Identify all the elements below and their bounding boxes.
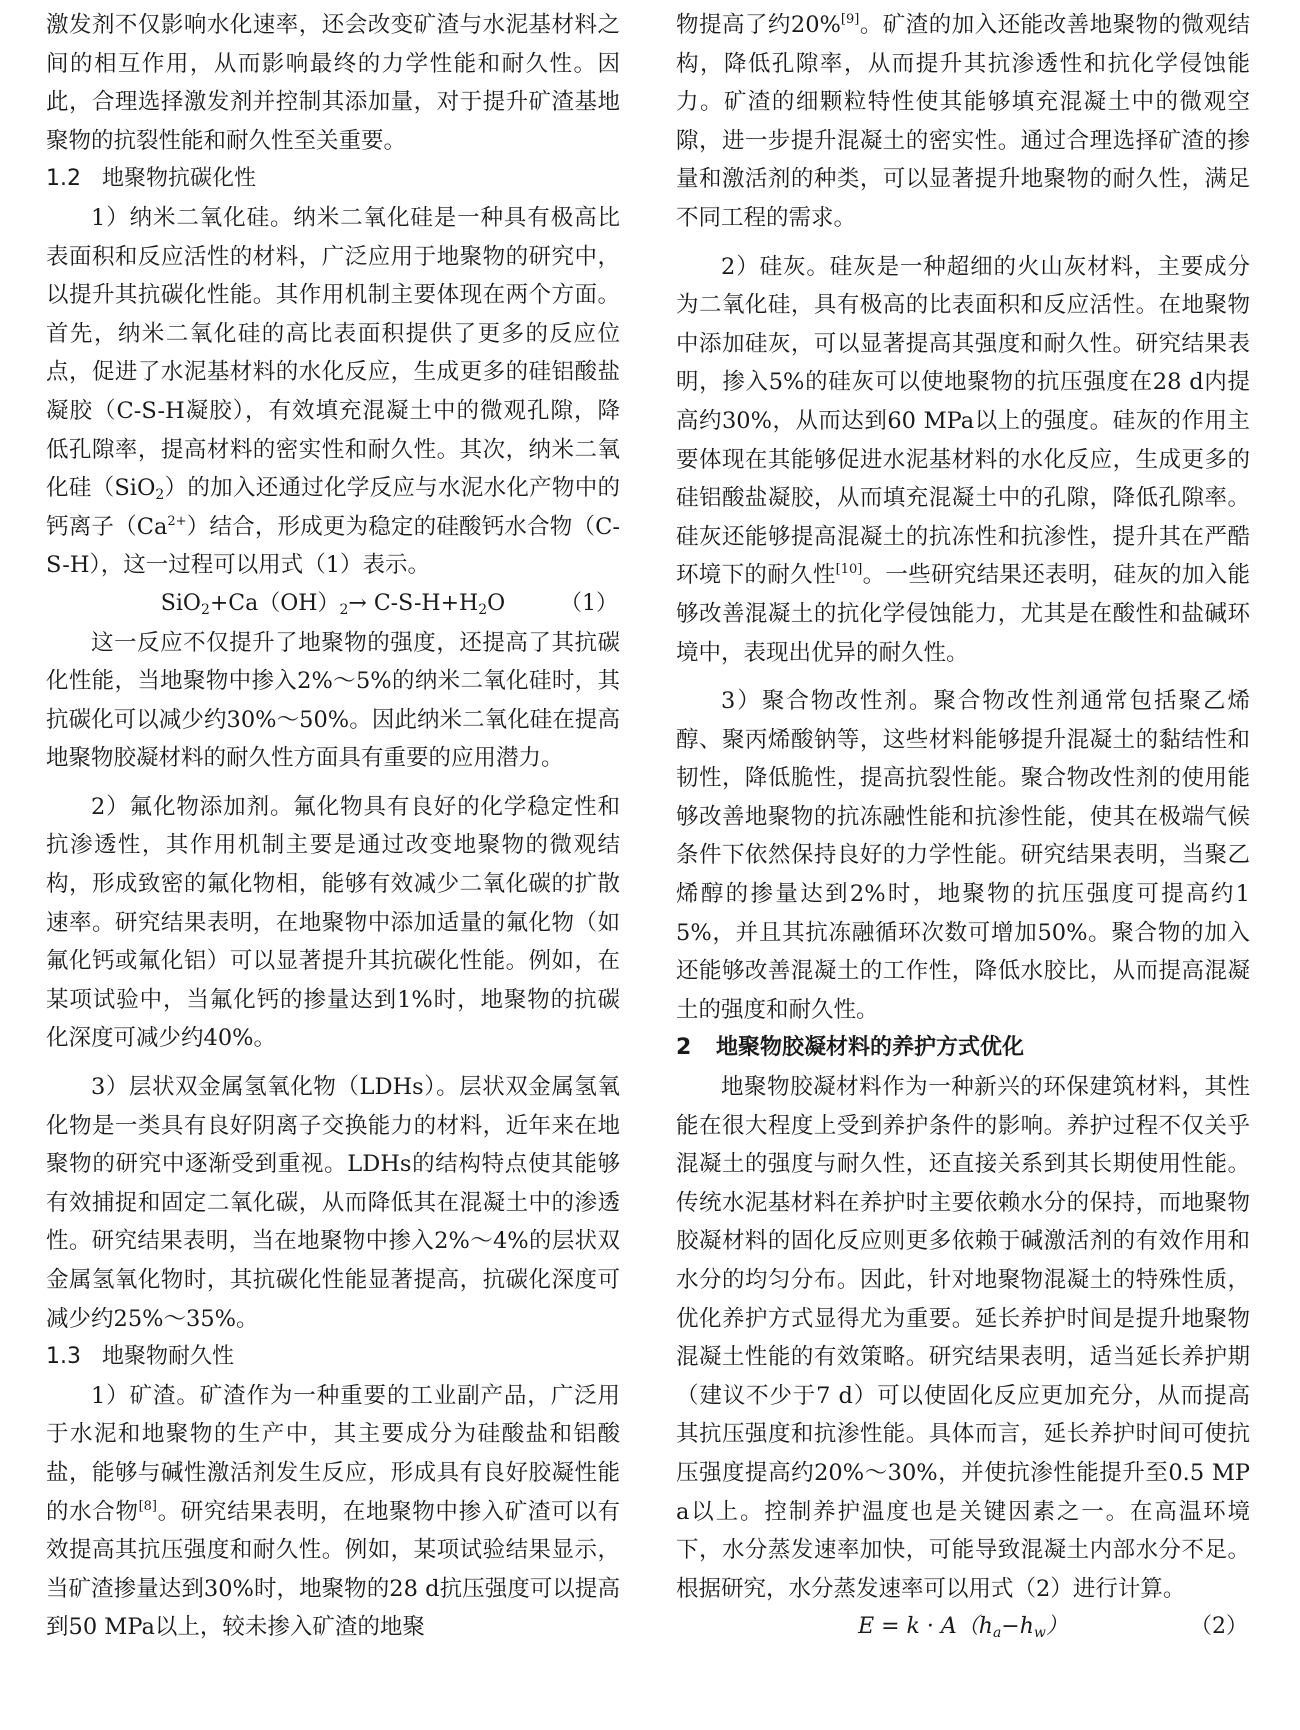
superscript: 2+ (167, 513, 187, 529)
equation-formula (46, 585, 620, 624)
text-run: 1）矿渣。矿渣作为一种重要的工业副产品，广泛用于水泥和地聚物的生产中，其主要成分为硅酸盐和铝酸盐，能够与碱性激活剂发生反应，形成具有良好胶凝性能的水合物 (46, 1382, 620, 1525)
text-run: +Ca（OH） (209, 590, 340, 616)
section-heading-2 (676, 1029, 1250, 1068)
subscript: 2 (478, 601, 488, 618)
section-number: 1.2 (46, 166, 81, 192)
section-title: 地聚物抗碳化性 (102, 166, 257, 192)
citation: [10] (835, 562, 863, 578)
text-run: 。研究结果表明，在地聚物中掺入矿渣可以有效提高其抗压强度和耐久性。例如，某项试验结果显示，当矿渣掺量达到30%时，地聚物的28 d抗压强度可以提高到50 MPa以上，较未掺入矿渣的地聚 (46, 1498, 620, 1641)
text-run: 。矿渣的加入还能改善地聚物的微观结构，降低孔隙率，从而提升其抗渗透性和抗化学侵蚀能力。矿渣的细颗粒特性使其能够填充混凝土中的微观空隙，进一步提升混凝土的密实性。通过合理选择矿渣的掺量和激活剂的种类，可以显著提升地聚物的耐久性，满足不同工程的需求。 (676, 12, 1250, 231)
paragraph-polymer-modifier: 3）聚合物改性剂。聚合物改性剂通常包括聚乙烯醇、聚丙烯酸钠等，这些材料能够提升混凝土的黏结性和韧性，降低脆性，提高抗裂性能。聚合物改性剂的使用能够改善地聚物的抗冻融性能和抗渗性能，使其在极端气候条件下依然保持良好的力学性能。研究结果表明，当聚乙烯醇的掺量达到2%时，地聚物的抗压强度可提高约15%，并且其抗冻融循环次数可增加50%。聚合物的加入还能够改善混凝土的工作性，降低水胶比，从而提高混凝土的强度和耐久性。 (676, 688, 1250, 1023)
citation: [9] (840, 12, 860, 27)
subscript: a (992, 1625, 1002, 1642)
paragraph-slag (46, 1377, 620, 1647)
paragraph-nano-silica (46, 199, 620, 585)
right-column (676, 6, 1250, 1647)
text-run: 2）硅灰。硅灰是一种超细的火山灰材料，主要成分为二氧化硅，具有极高的比表面积和反应活性。在地聚物中添加硅灰，可以显著提高其强度和耐久性。研究结果表明，掺入5%的硅灰可以使地聚物的抗压强度在28 d内提高约30%，从而达到60 MPa以上的强度。硅灰的作用主要体现在其能够促进水泥基材料的水化反应，生成更多的硅铝酸盐凝胶，从而填充混凝土中的孔隙，降低孔隙率。硅灰还能够提高混凝土的抗冻性和抗渗性，提升其在严酷环境下的耐久性 (676, 253, 1250, 589)
text-run: 物提高了约20% (676, 12, 841, 38)
section-title: 地聚物胶凝材料的养护方式优化 (716, 1035, 1025, 1061)
paragraph-slag-continued (676, 6, 1250, 238)
section-number: 2 (676, 1035, 692, 1061)
text-run: → C-S-H+H (348, 590, 479, 616)
paragraph-nano-silica-result: 这一反应不仅提升了地聚物的强度，还提高了其抗碳化性能，当地聚物中掺入2%～5%的纳米二氧化硅时，其抗碳化可以减少约30%～50%。因此纳米二氧化硅在提高地聚物胶凝材料的耐久性方面具有重要的应用潜力。 (46, 629, 620, 772)
equation-1 (46, 585, 620, 624)
paragraph-curing: 地聚物胶凝材料作为一种新兴的环保建筑材料，其性能在很大程度上受到养护条件的影响。养护过程不仅关乎混凝土的强度与耐久性，还直接关系到其长期使用性能。传统水泥基材料在养护时主要依赖水分的保持，而地聚物胶凝材料的固化反应则更多依赖于碱激活剂的有效作用和水分的均匀分布。因此，针对地聚物混凝土的特殊性质，优化养护方式显得尤为重要。延长养护时间是提升地聚物混凝土性能的有效策略。研究结果表明，适当延长养护期（建议不少于7 d）可以使固化反应更加充分，从而提高其抗压强度和抗渗性能。具体而言，延长养护时间可使抗压强度提高约20%～30%，并使抗渗性能提升至0.5 MPa以上。控制养护温度也是关键因素之一。在高温环境下，水分蒸发速率加快，可能导致混凝土内部水分不足。根据研究，水分蒸发速率可以用式（2）进行计算。 (676, 1074, 1250, 1602)
equation-2 (676, 1608, 1250, 1647)
paragraph-ldh: 3）层状双金属氢氧化物（LDHs）。层状双金属氢氧化物是一类具有良好阴离子交换能力的材料，近年来在地聚物的研究中逐渐受到重视。LDHs的结构特点使其能够有效捕捉和固定二氧化碳，从而降低其在混凝土中的渗透性。研究结果表明，当在地聚物中掺入2%～4%的层状双金属氢氧化物时，其抗碳化性能显著提高，抗碳化深度可减少约25%～35%。 (46, 1074, 620, 1332)
text-run: −h (1001, 1614, 1034, 1640)
text-run: ）的加入还通过化学反应与水泥水化产物中的钙离子（Ca (46, 475, 620, 540)
text-run: SiO (160, 590, 201, 616)
paragraph-fluoride: 2）氟化物添加剂。氟化物具有良好的化学稳定性和抗渗透性，其作用机制主要是通过改变地聚物的微观结构，形成致密的氟化物相，能够有效减少二氧化碳的扩散速率。研究结果表明，在地聚物中添加适量的氟化物（如氟化钙或氟化铝）可以显著提升其抗碳化性能。例如，在某项试验中，当氟化钙的掺量达到1%时，地聚物的抗碳化深度可减少约40%。 (46, 793, 620, 1052)
text-run: 1）纳米二氧化硅。纳米二氧化硅是一种具有极高比表面积和反应活性的材料，广泛应用于地聚物的研究中，以提升其抗碳化性能。其作用机制主要体现在两个方面。首先，纳米二氧化硅的高比表面积提供了更多的反应位点，促进了水泥基材料的水化反应，生成更多的硅铝酸盐凝胶（C-S-H凝胶），有效填充混凝土中的微观孔隙，降低孔隙率，提高材料的密实性和耐久性。其次，纳米二氧化硅（SiO (46, 204, 620, 502)
section-number: 1.3 (46, 1344, 81, 1370)
section-title: 地聚物耐久性 (102, 1344, 235, 1370)
subscript: 2 (155, 487, 165, 504)
subscript: w (1033, 1625, 1046, 1642)
equation-formula (676, 1608, 1250, 1647)
equation-number: （2） (1190, 1614, 1248, 1640)
equation-number: （1） (560, 590, 618, 616)
text-run: ）结合，形成更为稳定的硅酸钙水合物（C-S-H），这一过程可以用式（1）表示。 (46, 513, 620, 579)
paragraph-silica-fume (676, 248, 1250, 673)
subscript: 2 (200, 601, 210, 618)
citation: [8] (138, 1498, 158, 1514)
subscript: 2 (339, 601, 349, 618)
text-run: 。一些研究结果还表明，硅灰的加入能够改善混凝土的抗化学侵蚀能力，尤其是在酸性和盐碱环境中，表现出优异的耐久性。 (676, 562, 1250, 666)
left-column (46, 6, 620, 1647)
paragraph-intro: 激发剂不仅影响水化速率，还会改变矿渣与水泥基材料之间的相互作用，从而影响最终的力学性能和耐久性。因此，合理选择激发剂并控制其添加量，对于提升矿渣基地聚物的抗裂性能和耐久性至关重要。 (46, 12, 620, 154)
text-run: O (487, 590, 506, 616)
text-run: ） (1045, 1614, 1068, 1640)
section-heading-1-3 (46, 1338, 620, 1377)
text-run: E = k · A（h (858, 1614, 993, 1640)
section-heading-1-2 (46, 160, 620, 199)
